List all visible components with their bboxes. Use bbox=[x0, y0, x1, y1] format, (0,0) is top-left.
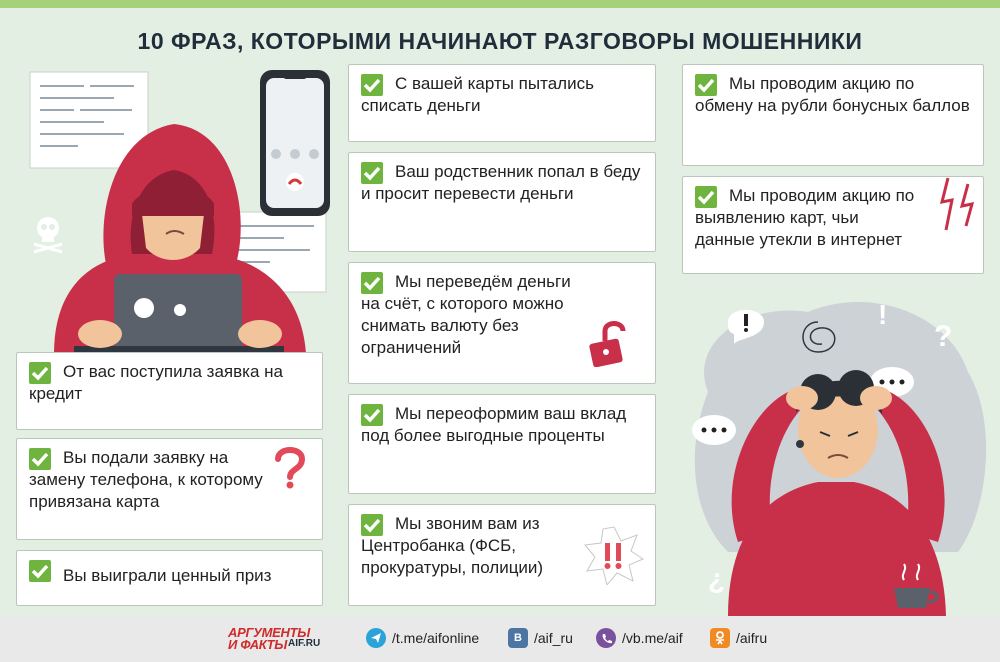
phrase-card-8 bbox=[348, 504, 656, 606]
phrase-text: Вы выиграли ценный приз bbox=[63, 566, 272, 585]
speech-bubble-icon bbox=[692, 415, 736, 445]
phrase-text: Вы подали заявку на замену телефона, к которому привязана карта bbox=[29, 448, 263, 511]
phrase-text: Мы переведём деньги на счёт, с которого можно снимать валюту без ограничений bbox=[361, 272, 571, 357]
social-telegram[interactable] bbox=[366, 627, 479, 649]
logo-site: AIF.RU bbox=[288, 638, 321, 649]
check-icon bbox=[29, 560, 51, 582]
phrase-card-9 bbox=[682, 64, 984, 166]
logo-line-1: АРГУМЕНТЫ bbox=[228, 625, 310, 640]
check-icon bbox=[29, 448, 51, 470]
telegram-icon bbox=[366, 628, 386, 648]
check-icon bbox=[695, 186, 717, 208]
stressed-woman-illustration bbox=[668, 282, 1000, 616]
phrase-text: От вас поступила заявка на кредит bbox=[29, 362, 284, 403]
question-mark-icon: ? bbox=[934, 320, 953, 353]
lightning-icon bbox=[938, 176, 980, 232]
check-icon bbox=[361, 514, 383, 536]
phrase-text: Ваш родственник попал в беду и просит перевести деньги bbox=[361, 162, 641, 203]
check-icon bbox=[361, 404, 383, 426]
phrase-text: Мы проводим акцию по выявлению карт, чьи данные утекли в интернет bbox=[695, 186, 915, 249]
aif-logo bbox=[228, 625, 346, 651]
check-icon bbox=[695, 74, 717, 96]
phrase-card-2 bbox=[16, 438, 323, 540]
page-title: 10 ФРАЗ, КОТОРЫМИ НАЧИНАЮТ РАЗГОВОРЫ МОШЕННИКИ bbox=[137, 28, 863, 54]
phrase-card-1 bbox=[16, 352, 323, 430]
check-icon bbox=[361, 162, 383, 184]
phrase-card-4 bbox=[348, 64, 656, 142]
phrase-card-6 bbox=[348, 262, 656, 384]
question-mark-icon: ¿ bbox=[708, 563, 726, 594]
phrase-text: Мы проводим акцию по обмену на рубли бонусных баллов bbox=[695, 74, 970, 115]
footer-bar bbox=[0, 616, 1000, 662]
check-icon bbox=[361, 272, 383, 294]
phrase-text: Мы звоним вам из Центробанка (ФСБ, прокуратуры, полиции) bbox=[361, 514, 544, 577]
viber-link[interactable]: /vb.me/aif bbox=[622, 630, 683, 646]
phrase-card-5 bbox=[348, 152, 656, 252]
social-viber[interactable] bbox=[596, 627, 683, 649]
ok-link[interactable]: /aifru bbox=[736, 630, 768, 646]
exclamation-burst-icon bbox=[583, 525, 645, 585]
skull-icon bbox=[34, 217, 62, 252]
phrase-text: Мы переоформим ваш вклад под более выгодные проценты bbox=[361, 404, 627, 445]
check-icon bbox=[29, 362, 51, 384]
phrase-text: С вашей карты пытались списать деньги bbox=[361, 74, 594, 115]
social-ok[interactable] bbox=[710, 627, 767, 649]
hacker-illustration bbox=[14, 64, 344, 354]
top-accent-bar bbox=[0, 0, 1000, 8]
phrase-card-3 bbox=[16, 550, 323, 606]
phrase-card-7 bbox=[348, 394, 656, 494]
vk-link[interactable]: /aif_ru bbox=[534, 630, 573, 646]
social-vk[interactable] bbox=[508, 627, 573, 649]
viber-icon bbox=[596, 628, 616, 648]
check-icon bbox=[361, 74, 383, 96]
exclamation-icon: ! bbox=[878, 299, 888, 330]
question-mark-icon bbox=[272, 447, 306, 489]
logo-line-2: И ФАКТЫ bbox=[228, 637, 287, 652]
lock-icon bbox=[585, 319, 637, 367]
vk-icon: B bbox=[508, 628, 528, 648]
odnoklassniki-icon bbox=[710, 628, 730, 648]
telegram-link[interactable]: /t.me/aifonline bbox=[392, 630, 480, 646]
